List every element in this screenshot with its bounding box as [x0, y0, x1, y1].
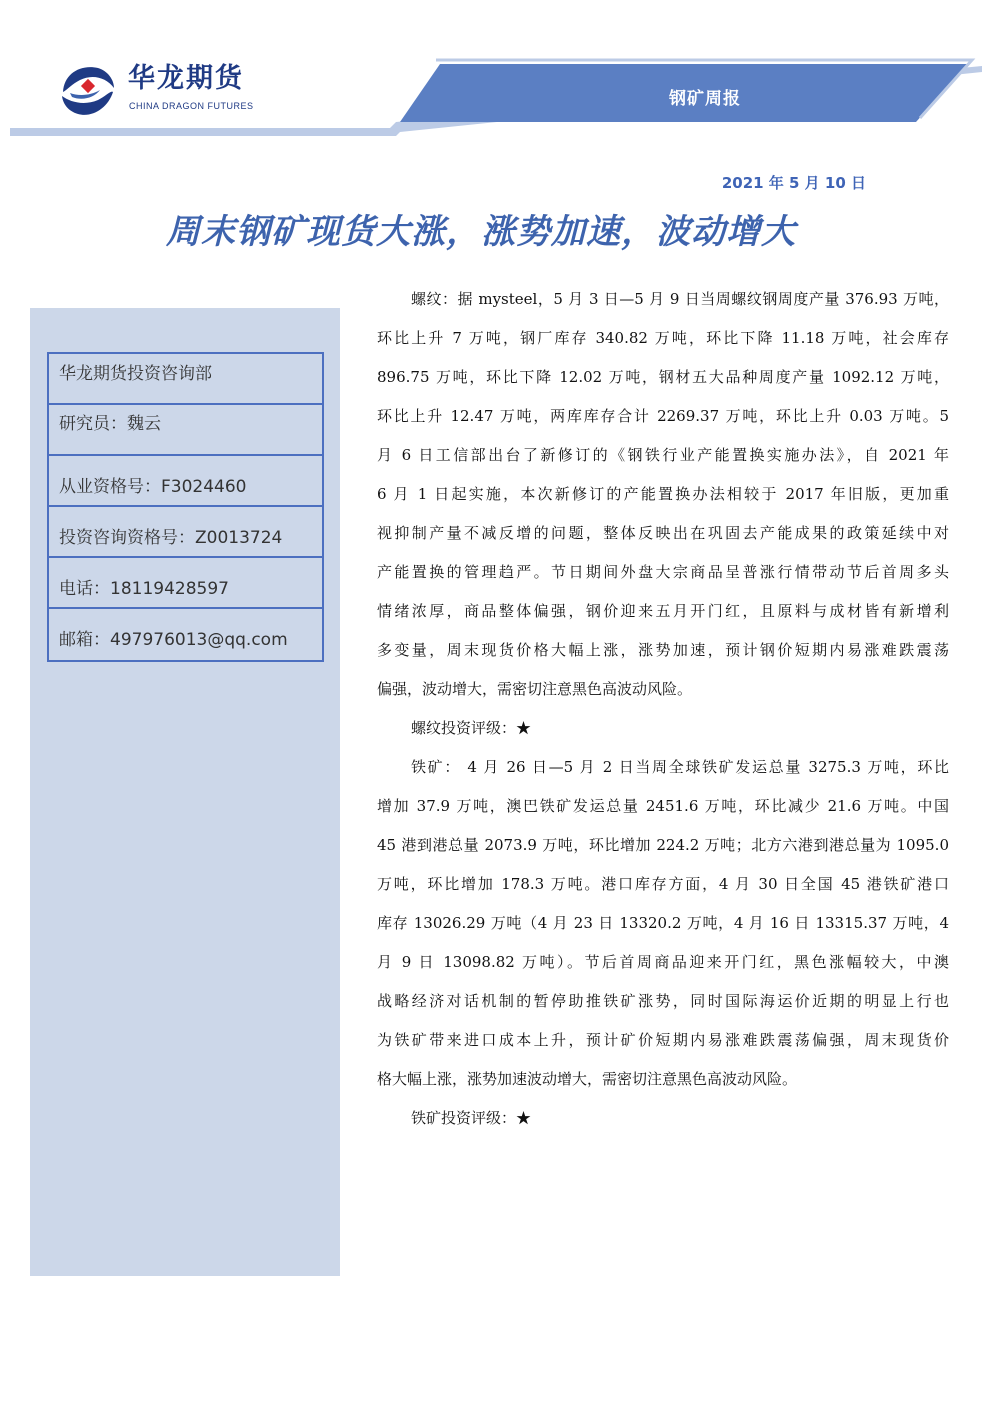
paragraph-line: 铁矿： 4 月 26 日—5 月 2 日当周全球铁矿发运总量 3275.3 万吨，环比 — [411, 758, 949, 776]
paragraph-line: 6 月 1 日起实施，本次新修订的产能置换办法相较于 2017 年旧版，更加重 — [377, 485, 949, 503]
paragraph-line: 增加 37.9 万吨，澳巴铁矿发运总量 2451.6 万吨，环比减少 21.6 万吨。中国 — [377, 797, 949, 815]
info-department: 华龙期货投资咨询部 — [49, 354, 322, 405]
paragraph-line: 视抑制产量不减反增的问题，整体反映出在巩固去产能成果的政策延续中对 — [377, 524, 949, 542]
paragraph-line: 格大幅上涨，涨势加速波动增大，需密切注意黑色高波动风险。 — [377, 1070, 798, 1088]
paragraph-line: 螺纹：据 mysteel，5 月 3 日—5 月 9 日当周螺纹钢周度产量 376.93 万吨， — [411, 290, 949, 308]
paragraph-line: 情绪浓厚，商品整体偏强，钢价迎来五月开门红，且原料与成材皆有新增利 — [377, 602, 949, 620]
report-date: 2021 年 5 月 10 日 — [721, 174, 866, 192]
page-title: 周末钢矿现货大涨，涨势加速，波动增大 — [166, 212, 796, 252]
rating-label: 螺纹投资评级： — [411, 719, 517, 737]
paragraph-line: 环比上升 7 万吨，钢厂库存 340.82 万吨，环比下降 11.18 万吨，社会库存 — [377, 329, 949, 347]
rating-label: 铁矿投资评级： — [411, 1109, 517, 1127]
paragraph-line: 为铁矿带来进口成本上升，预计矿价短期内易涨难跌震荡偏强，周末现货价 — [377, 1031, 949, 1049]
paragraph-line: 896.75 万吨，环比下降 12.02 万吨，钢材五大品种周度产量 1092.12 万吨， — [377, 368, 949, 386]
paragraph-line: 45 港到港总量 2073.9 万吨，环比增加 224.2 万吨；北方六港到港总量为 1095.0 — [377, 836, 949, 854]
iron-ore-paragraph — [377, 748, 949, 1099]
info-advisory-license-number: 投资咨询资格号：Z0013724 — [49, 507, 322, 558]
rating-star-icon: ★ — [516, 719, 532, 737]
paragraph-line: 月 9 日 13098.82 万吨）。节后首周商品迎来开门红，黑色涨幅较大，中澳 — [377, 953, 949, 971]
report-body — [377, 280, 949, 1138]
paragraph-line: 偏强，波动增大，需密切注意黑色高波动风险。 — [377, 680, 693, 698]
brand-name-en: CHINA DRAGON FUTURES — [129, 101, 254, 111]
paragraph-line: 月 6 日工信部出台了新修订的《钢铁行业产能置换实施办法》，自 2021 年 — [377, 446, 949, 464]
info-researcher: 研究员：魏云 — [49, 405, 322, 456]
rebar-paragraph — [377, 280, 949, 709]
rating-star-icon: ★ — [516, 1109, 532, 1127]
paragraph-line: 万吨，环比增加 178.3 万吨。港口库存方面，4 月 30 日全国 45 港铁矿港口 — [377, 875, 949, 893]
paragraph-line: 产能置换的管理趋严。节日期间外盘大宗商品呈普涨行情带动节后首周多头 — [377, 563, 949, 581]
analyst-info-box — [47, 352, 324, 662]
report-type-label: 钢矿周报 — [669, 89, 741, 109]
paragraph-line: 战略经济对话机制的暂停助推铁矿涨势，同时国际海运价近期的明显上行也 — [377, 992, 949, 1010]
rebar-rating — [377, 709, 949, 748]
brand-name-cn: 华龙期货 — [128, 63, 244, 94]
company-logo-icon — [58, 62, 116, 118]
paragraph-line: 环比上升 12.47 万吨，两库库存合计 2269.37 万吨，环比上升 0.03 万吨。5 — [377, 407, 949, 425]
iron-ore-rating — [377, 1099, 949, 1138]
paragraph-line: 库存 13026.29 万吨（4 月 23 日 13320.2 万吨，4 月 16 日 13315.37 万吨，4 — [377, 914, 949, 932]
info-email: 邮箱：497976013@qq.com — [59, 630, 288, 650]
info-license-number: 从业资格号：F3024460 — [49, 456, 322, 507]
paragraph-line: 多变量，周末现货价格大幅上涨，涨势加速，预计钢价短期内易涨难跌震荡 — [377, 641, 949, 659]
info-phone: 电话：18119428597 — [49, 558, 322, 609]
